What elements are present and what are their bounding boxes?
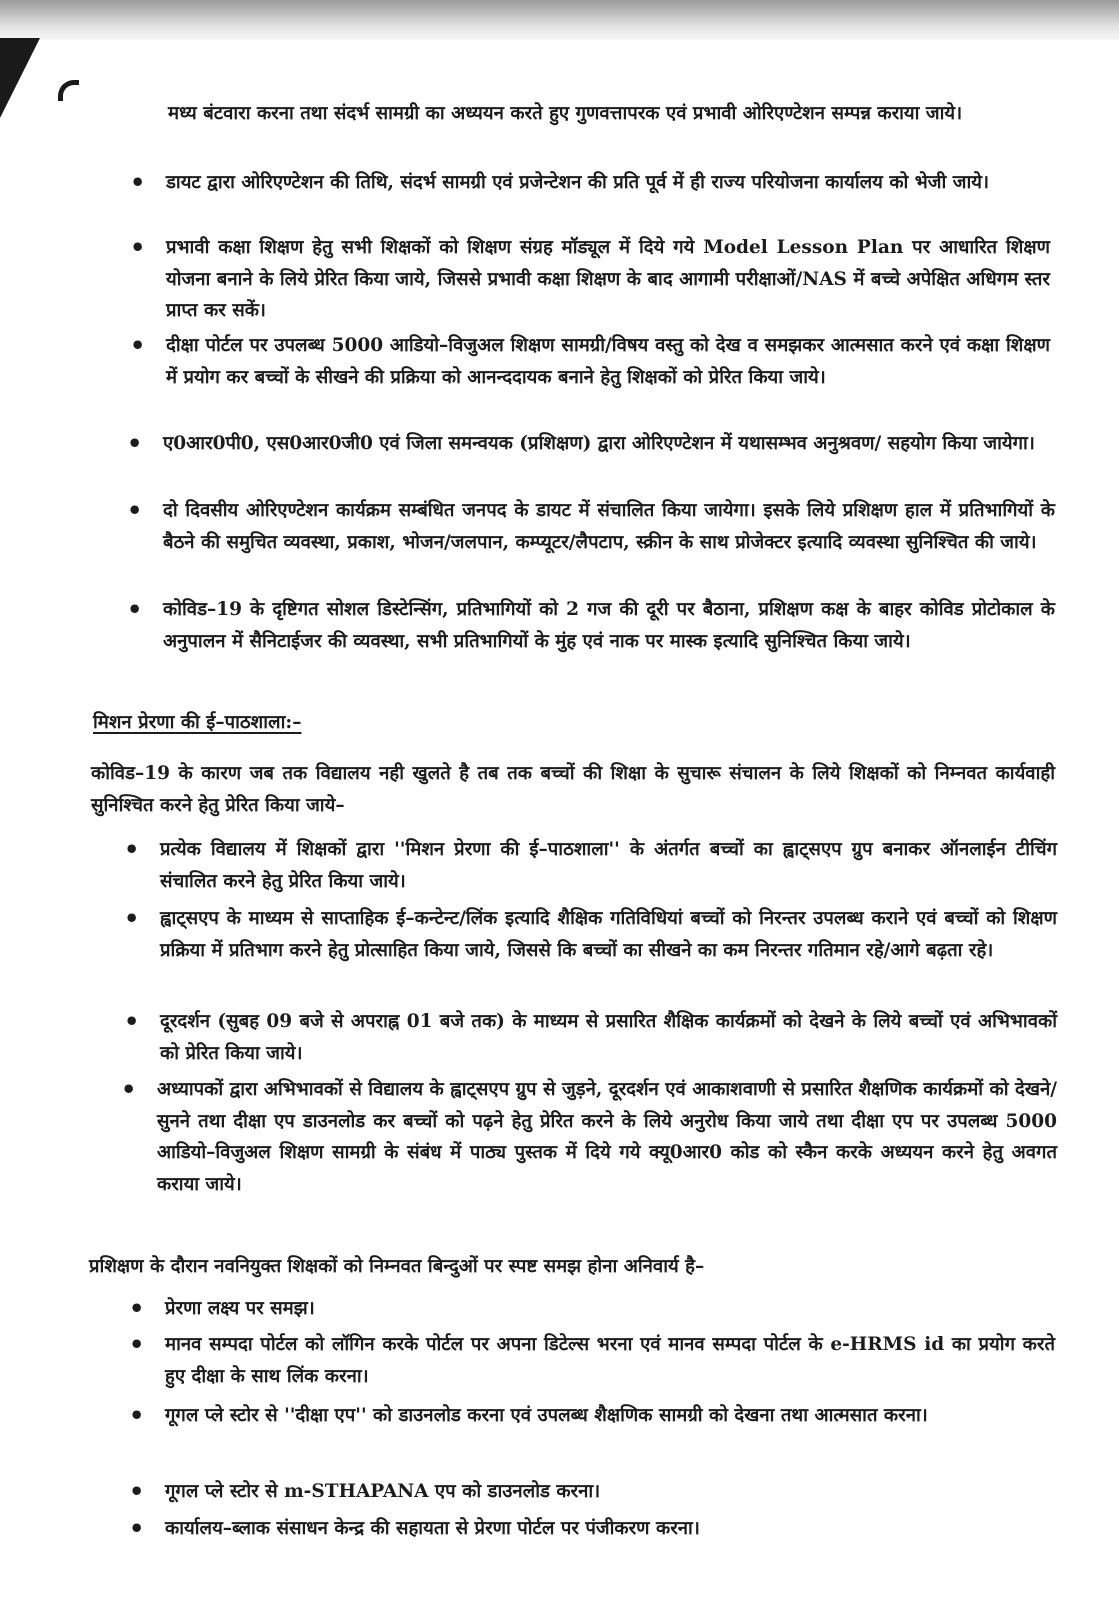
list-item: • दूरदर्शन (सुबह 09 बजे से अपराह्न 01 बजे तक) के माध्यम से प्रसारित शैक्षिक कार्यक्रमों को देखने के लिये बच्चों एवं अभिभावकों को प्रेरित किया जाये। <box>124 1007 1057 1064</box>
bullet-icon: • <box>129 1330 145 1359</box>
bullet-icon: • <box>124 1007 140 1036</box>
list-item: • ए0आर0पी0, एस0आर0जी0 एवं जिला समन्वयक (प्रशिक्षण) द्वारा ओरिएण्टेशन में यथासम्भव अनुश्रवण/ सहयोग किया जायेगा। <box>127 429 1035 458</box>
bullet-icon: • <box>127 496 143 525</box>
bullet-icon: • <box>130 168 146 197</box>
bullet-icon: • <box>130 233 146 262</box>
section-heading-training: प्रशिक्षण के दौरान नवनियुक्त शिक्षकों को निम्नवत बिन्दुओं पर स्पष्ट समझ होना अनिवार्य है– <box>89 1256 705 1277</box>
section-intro-paragraph: कोविड–19 के कारण जब तक विद्यालय नही खुलते है तब तक बच्चों की शिक्षा के सुचारू संचालन के लिये शिक्षकों को निम्नवत कार्यवाही सुनिश्चित करने हेतु प्रेरित किया जाये– <box>91 763 1055 816</box>
list-item: • प्रभावी कक्षा शिक्षण हेतु सभी शिक्षकों को शिक्षण संग्रह मॉड्यूल में दिये गये Model Lesson Plan पर आधारित शिक्षण योजना बनाने के लिये प्रेरित किया जाये, जिससे प्रभावी कक्षा शिक्षण के बाद आगामी परीक्षाओं/NAS में बच्चे अपेक्षित अधिगम स्तर प्राप्त कर सकें। <box>130 233 1050 321</box>
list-item: • गूगल प्ले स्टोर से ''दीक्षा एप'' को डाउनलोड करना एवं उपलब्ध शैक्षणिक सामग्री को देखना तथा आत्मसात करना। <box>129 1401 928 1430</box>
list-item: • दो दिवसीय ओरिएण्टेशन कार्यक्रम सम्बंधित जनपद के डायट में संचालित किया जायेगा। इसके लिये प्रशिक्षण हाल में प्रतिभागियों के बैठने की समुचित व्यवस्था, प्रकाश, भोजन/जलपान, कम्प्यूटर/लैपटाप, स्क्रीन के साथ प्रोजेक्टर इत्यादि व्यवस्था सुनिश्चित की जाये। <box>127 496 1055 553</box>
bullet-icon: • <box>124 835 140 864</box>
list-item: • कार्यालय–ब्लाक संसाधन केन्द्र की सहायता से प्रेरणा पोर्टल पर पंजीकरण करना। <box>129 1514 700 1543</box>
bullet-icon: • <box>121 1075 137 1104</box>
top-continuation-paragraph: मध्य बंटवारा करना तथा संदर्भ सामग्री का अध्ययन करते हुए गुणवत्तापरक एवं प्रभावी ओरिएण्टेशन सम्पन्न कराया जाये। <box>168 103 963 124</box>
list-item: • अध्यापकों द्वारा अभिभावकों से विद्यालय के ह्वाट्सएप ग्रुप से जुड़ने, दूरदर्शन एवं आकाशवाणी से प्रसारित शैक्षणिक कार्यक्रमों को देखने/सुनने तथा दीक्षा एप डाउनलोड कर बच्चों को पढ़ने हेतु प्रेरित करने के लिये अनुरोध किया जाये तथा दीक्षा एप पर उपलब्ध 5000 आडियो–विजुअल शिक्षण सामग्री के संबंध में पाठ्य पुस्तक में दिये गये क्यू0आर0 कोड को स्कैन करके अध्ययन करने हेतु अवगत कराया जाये। <box>121 1075 1057 1195</box>
bullet-icon: • <box>129 1401 145 1430</box>
list-item: • प्रत्येक विद्यालय में शिक्षकों द्वारा ''मिशन प्रेरणा की ई–पाठशाला'' के अंतर्गत बच्चों का ह्वाट्सएप ग्रुप बनाकर ऑनलाईन टीचिंग संचालित करने हेतु प्रेरित किया जाये। <box>124 835 1057 892</box>
bullet-icon: • <box>127 429 143 458</box>
list-item: • डायट द्वारा ओरिएण्टेशन की तिथि, संदर्भ सामग्री एवं प्रजेन्टेशन की प्रति पूर्व में ही राज्य परियोजना कार्यालय को भेजी जाये। <box>130 168 989 197</box>
section-heading-e-pathshala: मिशन प्रेरणा की ई–पाठशाला:– <box>93 712 302 733</box>
bullet-icon: • <box>129 1514 145 1543</box>
bullet-icon: • <box>130 331 146 360</box>
list-item: • ह्वाट्सएप के माध्यम से साप्ताहिक ई–कन्टेन्ट/लिंक इत्यादि शैक्षिक गतिविधियां बच्चों को निरन्तर उपलब्ध कराने एवं बच्चों को शिक्षण प्रक्रिया में प्रतिभाग करने हेतु प्रोत्साहित किया जाये, जिससे कि बच्चों का सीखने का कम निरन्तर गतिमान रहे/आगे बढ़ता रहे। <box>124 904 1057 961</box>
bullet-icon: • <box>129 1294 145 1323</box>
bullet-icon: • <box>127 595 143 624</box>
list-item: • प्रेरणा लक्ष्य पर समझ। <box>129 1294 315 1323</box>
bullet-icon: • <box>129 1477 145 1506</box>
bullet-icon: • <box>124 904 140 933</box>
list-item: • मानव सम्पदा पोर्टल को लॉगिन करके पोर्टल पर अपना डिटेल्स भरना एवं मानव सम्पदा पोर्टल के e-HRMS id का प्रयोग करते हुए दीक्षा के साथ लिंक करना। <box>129 1330 1055 1387</box>
list-item: • गूगल प्ले स्टोर से m-STHAPANA एप को डाउनलोड करना। <box>129 1477 601 1506</box>
list-item: • कोविड–19 के दृष्टिगत सोशल डिस्टेन्सिंग, प्रतिभागियों को 2 गज की दूरी पर बैठाना, प्रशिक्षण कक्ष के बाहर कोविड प्रोटोकाल के अनुपालन में सैनिटाईजर की व्यवस्था, सभी प्रतिभागियों के मुंह एवं नाक पर मास्क इत्यादि सुनिश्चित किया जाये। <box>127 595 1055 652</box>
list-item: • दीक्षा पोर्टल पर उपलब्ध 5000 आडियो–विजुअल शिक्षण सामग्री/विषय वस्तु को देख व समझकर आत्मसात करने एवं कक्षा शिक्षण में प्रयोग कर बच्चों के सीखने की प्रक्रिया को आनन्ददायक बनाने हेतु शिक्षकों को प्रेरित किया जाये। <box>130 331 1050 388</box>
